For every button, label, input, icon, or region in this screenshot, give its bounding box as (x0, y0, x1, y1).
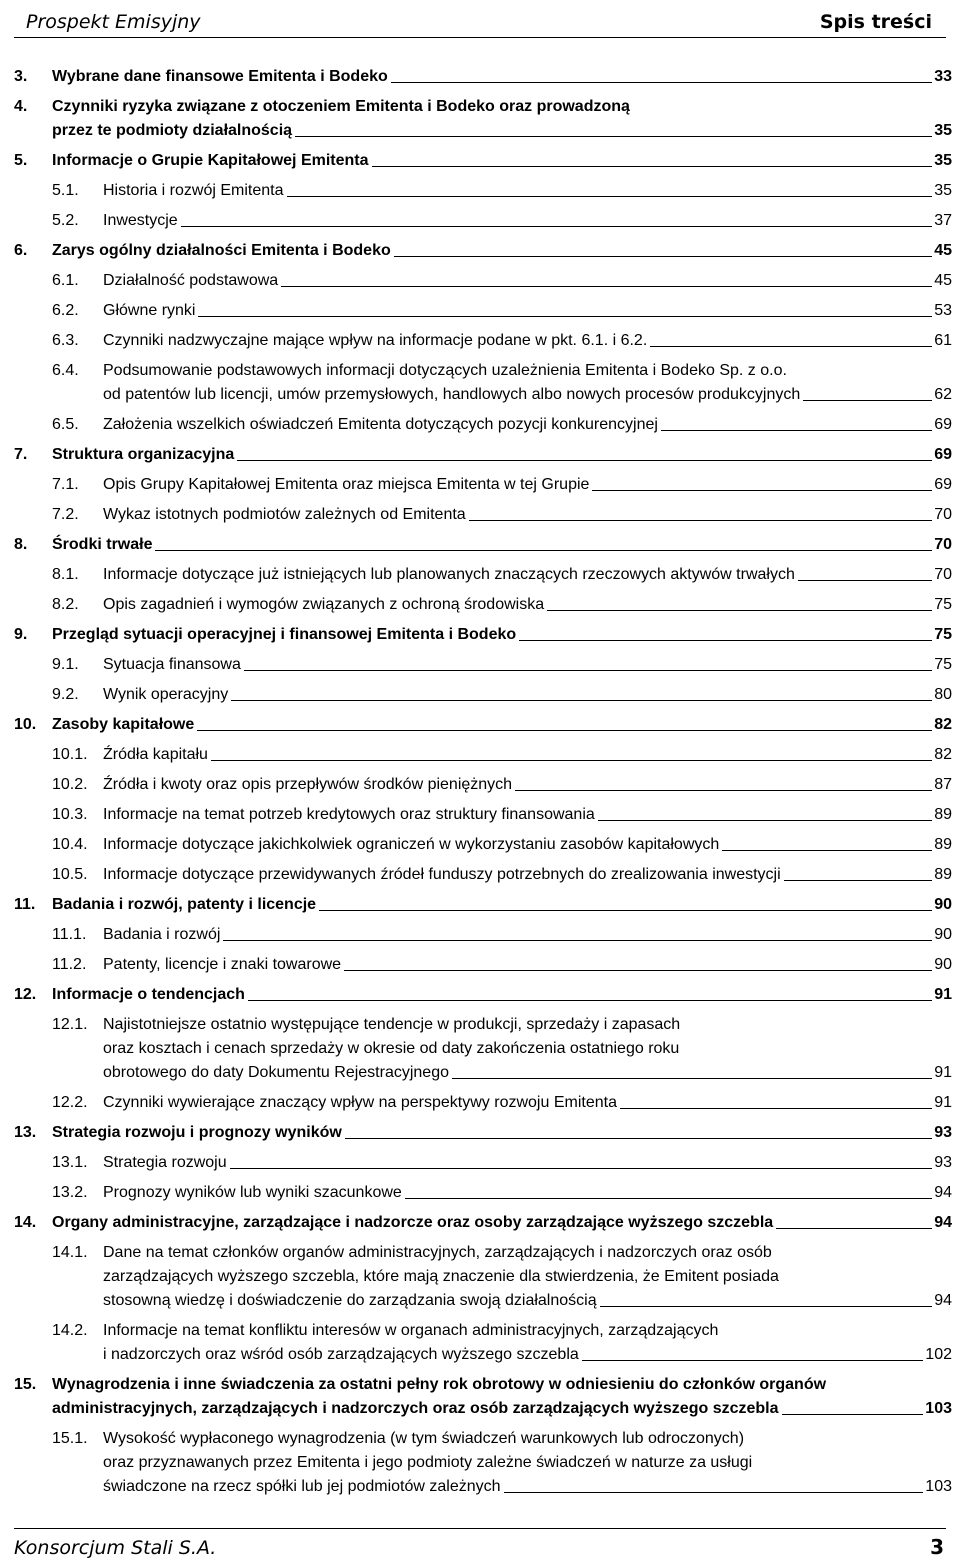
toc-entry-title-line: zarządzających wyższego szczebla, które mają znaczenie dla stwierdzenia, że Emitent posiada (103, 1268, 779, 1285)
toc-leader-line (469, 519, 933, 521)
toc-entry-last-line (52, 1397, 952, 1421)
toc-entry-title-line: Opis zagadnień i wymogów związanych z ochroną środowiska (103, 596, 545, 613)
toc-entry-number: 12.1. (52, 1016, 88, 1033)
toc-entry-last-line (103, 1181, 952, 1205)
toc-entry[interactable] (14, 923, 952, 947)
toc-entry-body (103, 329, 952, 353)
toc-entry-title-line: Informacje o Grupie Kapitałowej Emitenta (52, 152, 369, 169)
toc-entry-body (103, 503, 952, 527)
toc-entry-page: 91 (934, 1064, 952, 1081)
toc-entry-page: 93 (934, 1154, 952, 1171)
toc-entry-title-line: Inwestycje (103, 212, 178, 229)
toc-entry-title-line: Źródła kapitału (103, 746, 208, 763)
toc-leader-line (281, 285, 932, 287)
toc-leader-line (547, 609, 932, 611)
toc-entry-last-line (103, 179, 952, 203)
toc-entry-title-line: Informacje dotyczące już istniejących lub planowanych znaczących rzeczowych aktywów trwałych (103, 566, 795, 583)
toc-entry-title-line: przez te podmioty działalnością (52, 122, 293, 139)
toc-entry-title-line: oraz kosztach i cenach sprzedaży w okresie od daty zakończenia ostatniego roku (103, 1040, 680, 1057)
toc-entry[interactable] (14, 1319, 952, 1367)
toc-entry-last-line (52, 239, 952, 263)
toc-entry-page: 90 (934, 926, 952, 943)
toc-entry-body (52, 893, 952, 917)
toc-entry[interactable] (14, 713, 952, 737)
toc-entry[interactable] (14, 359, 952, 407)
document-title: Prospekt Emisyjny (26, 11, 201, 33)
toc-entry-page: 93 (934, 1124, 952, 1141)
toc-entry-number: 13. (14, 1124, 37, 1141)
toc-entry-last-line (52, 149, 952, 173)
toc-entry-page: 70 (934, 536, 952, 553)
toc-entry[interactable] (14, 803, 952, 827)
toc-leader-line (295, 135, 932, 137)
toc-entry-number: 14. (14, 1214, 37, 1231)
toc-entry[interactable] (14, 329, 952, 353)
toc-entry-last-line (52, 443, 952, 467)
toc-entry-number: 6.4. (52, 362, 79, 379)
toc-entry-page: 90 (934, 956, 952, 973)
toc-leader-line (504, 1491, 924, 1493)
toc-leader-line (197, 729, 932, 731)
toc-entry-body (103, 209, 952, 233)
toc-entry[interactable] (14, 623, 952, 647)
toc-entry-last-line (52, 983, 952, 1007)
toc-leader-line (319, 909, 932, 911)
toc-leader-line (650, 345, 932, 347)
toc-entry[interactable] (14, 443, 952, 467)
toc-leader-line (391, 81, 932, 83)
toc-entry-number: 9.2. (52, 686, 79, 703)
toc-entry-body (103, 473, 952, 497)
toc-entry-number: 13.1. (52, 1154, 88, 1171)
toc-entry-title-line: od patentów lub licencji, umów przemysłowych, handlowych albo nowych procesów produkcyjnych (103, 386, 801, 403)
toc-entry-number: 11.1. (52, 926, 87, 943)
toc-entry-body (103, 1427, 952, 1499)
toc-entry-last-line (103, 473, 952, 497)
toc-entry-title-line: i nadzorczych oraz wśród osób zarządzających wyższego szczebla (103, 1346, 579, 1363)
toc-entry-body (52, 443, 952, 467)
toc-entry-last-line (103, 1289, 952, 1313)
toc-entry-title-line: Wynik operacyjny (103, 686, 229, 703)
toc-entry-number: 6.1. (52, 272, 79, 289)
toc-leader-line (515, 789, 932, 791)
toc-entry-title-line: Najistotniejsze ostatnio występujące tendencje w produkcji, sprzedaży i zapasach (103, 1016, 681, 1033)
toc-entry-body (103, 1241, 952, 1313)
toc-entry-number: 8.1. (52, 566, 79, 583)
toc-entry-number: 14.2. (52, 1322, 88, 1339)
toc-entry[interactable] (14, 983, 952, 1007)
toc-entry-last-line (52, 713, 952, 737)
toc-leader-line (211, 759, 932, 761)
toc-entry-page: 35 (934, 122, 952, 139)
toc-leader-line (248, 999, 932, 1001)
page-number: 3 (930, 1535, 944, 1559)
toc-entry-title-line: Główne rynki (103, 302, 196, 319)
company-name: Konsorcjum Stali S.A. (14, 1537, 217, 1559)
toc-entry-page: 35 (934, 152, 952, 169)
toc-entry-last-line (103, 1475, 952, 1499)
toc-entry[interactable] (14, 209, 952, 233)
toc-entry-number: 10. (14, 716, 37, 733)
toc-leader-line (519, 639, 932, 641)
toc-entry-title-line: Zarys ogólny działalności Emitenta i Bodeko (52, 242, 391, 259)
toc-entry-number: 12. (14, 986, 37, 1003)
toc-leader-line (155, 549, 932, 551)
toc-entry-body (103, 413, 952, 437)
toc-entry-number: 11.2. (52, 956, 87, 973)
toc-entry-last-line (103, 653, 952, 677)
toc-entry-number: 5.1. (52, 182, 79, 199)
toc-entry-title-line: Dane na temat członków organów administracyjnych, zarządzających i nadzorczych oraz osób (103, 1244, 772, 1261)
toc-leader-line (784, 879, 933, 881)
toc-entry-body (52, 623, 952, 647)
toc-entry-number: 10.2. (52, 776, 88, 793)
toc-entry[interactable] (14, 743, 952, 767)
toc-entry-last-line (103, 593, 952, 617)
toc-entry-body (103, 1319, 952, 1367)
toc-entry-last-line (103, 299, 952, 323)
toc-entry-page: 70 (934, 566, 952, 583)
toc-entry-last-line (103, 1061, 952, 1085)
toc-entry-last-line (103, 1091, 952, 1115)
toc-leader-line (198, 315, 932, 317)
toc-entry-title-line: Prognozy wyników lub wyniki szacunkowe (103, 1184, 402, 1201)
toc-entry-number: 9.1. (52, 656, 79, 673)
toc-entry[interactable] (14, 593, 952, 617)
toc-entry-number: 6.5. (52, 416, 79, 433)
toc-entry-page: 45 (934, 242, 952, 259)
toc-entry[interactable] (14, 299, 952, 323)
toc-entry-number: 15.1. (52, 1430, 88, 1447)
toc-entry-page: 37 (934, 212, 952, 229)
toc-entry-body (52, 239, 952, 263)
toc-entry-last-line (103, 923, 952, 947)
toc-entry-title-line: Informacje dotyczące jakichkolwiek ograniczeń w wykorzystaniu zasobów kapitałowych (103, 836, 720, 853)
toc-entry-title-line: Organy administracyjne, zarządzające i nadzorcze oraz osoby zarządzające wyższego szczebla (52, 1214, 774, 1231)
toc-entry-title-line: Działalność podstawowa (103, 272, 279, 289)
toc-entry-last-line (52, 623, 952, 647)
toc-entry-last-line (103, 269, 952, 293)
toc-entry-title-line: obrotowego do daty Dokumentu Rejestracyjnego (103, 1064, 449, 1081)
toc-entry-body (103, 1181, 952, 1205)
toc-entry-title-line: Strategia rozwoju i prognozy wyników (52, 1124, 342, 1141)
toc-entry-title-line: Czynniki ryzyka związane z otoczeniem Emitenta i Bodeko oraz prowadzoną (52, 98, 630, 115)
toc-entry-number: 11. (14, 896, 36, 913)
toc-entry-title-line: Sytuacja finansowa (103, 656, 241, 673)
toc-leader-line (223, 939, 932, 941)
toc-entry[interactable] (14, 683, 952, 707)
toc-entry-body (103, 653, 952, 677)
toc-entry-title-line: administracyjnych, zarządzających i nadzorczych oraz osób zarządzających wyższego szczebla (52, 1400, 779, 1417)
toc-entry-last-line (103, 209, 952, 233)
toc-leader-line (782, 1413, 924, 1415)
toc-entry-number: 5. (14, 152, 28, 169)
toc-entry[interactable] (14, 1013, 952, 1085)
toc-entry-body (103, 773, 952, 797)
toc-entry-page: 87 (934, 776, 952, 793)
toc-entry-page: 75 (934, 626, 952, 643)
toc-entry-page: 82 (934, 746, 952, 763)
toc-entry-body (52, 95, 952, 143)
toc-entry-page: 90 (934, 896, 952, 913)
toc-entry-last-line (52, 1211, 952, 1235)
toc-entry[interactable] (14, 533, 952, 557)
toc-entry-title-line: Wynagrodzenia i inne świadczenia za ostatni pełny rok obrotowy w odniesieniu do członków organów (52, 1376, 827, 1393)
toc-entry-page: 33 (934, 68, 952, 85)
toc-leader-line (244, 669, 932, 671)
toc-entry-body (52, 983, 952, 1007)
toc-leader-line (598, 819, 932, 821)
toc-entry[interactable] (14, 833, 952, 857)
toc-entry-number: 10.5. (52, 866, 88, 883)
toc-entry-title-line: Informacje o tendencjach (52, 986, 245, 1003)
toc-entry-body (52, 713, 952, 737)
toc-entry-body (52, 1373, 952, 1421)
toc-entry-number: 4. (14, 98, 28, 115)
toc-entry-body (103, 563, 952, 587)
toc-entry-body (52, 1121, 952, 1145)
toc-entry-last-line (52, 533, 952, 557)
toc-entry[interactable] (14, 1241, 952, 1313)
toc-entry-body (52, 533, 952, 557)
toc-entry[interactable] (14, 149, 952, 173)
toc-entry[interactable] (14, 563, 952, 587)
toc-entry[interactable] (14, 863, 952, 887)
toc-entry-number: 7.1. (52, 476, 79, 493)
toc-entry-last-line (52, 1121, 952, 1145)
toc-entry[interactable] (14, 1211, 952, 1235)
toc-entry[interactable] (14, 1373, 952, 1421)
toc-entry-page: 45 (934, 272, 952, 289)
toc-entry-last-line (103, 1151, 952, 1175)
toc-leader-line (237, 459, 932, 461)
toc-entry[interactable] (14, 179, 952, 203)
toc-leader-line (661, 429, 932, 431)
toc-entry-body (52, 1211, 952, 1235)
toc-entry-last-line (103, 743, 952, 767)
page-footer (14, 1528, 946, 1565)
section-title: Spis treści (819, 11, 932, 33)
toc-entry-page: 35 (934, 182, 952, 199)
toc-entry-page: 75 (934, 596, 952, 613)
toc-entry-number: 14.1. (52, 1244, 88, 1261)
toc-entry-number: 10.1. (52, 746, 88, 763)
toc-entry-number: 6. (14, 242, 28, 259)
toc-entry[interactable] (14, 1091, 952, 1115)
toc-entry-title-line: Informacje dotyczące przewidywanych źródeł funduszy potrzebnych do zrealizowania inwestycji (103, 866, 781, 883)
toc-entry-body (103, 863, 952, 887)
toc-entry-number: 9. (14, 626, 28, 643)
toc-leader-line (600, 1305, 933, 1307)
toc-entry[interactable] (14, 473, 952, 497)
toc-entry-body (103, 953, 952, 977)
toc-entry-last-line (103, 773, 952, 797)
toc-leader-line (394, 255, 932, 257)
toc-entry-last-line (103, 683, 952, 707)
toc-entry-page: 69 (934, 476, 952, 493)
toc-entry[interactable] (14, 413, 952, 437)
toc-entry-title-line: Opis Grupy Kapitałowej Emitenta oraz miejsca Emitenta w tej Grupie (103, 476, 590, 493)
toc-entry-page: 89 (934, 806, 952, 823)
toc-entry-last-line (52, 65, 952, 89)
toc-entry[interactable] (14, 503, 952, 527)
toc-entry-title-line: Strategia rozwoju (103, 1154, 227, 1171)
toc-entry-number: 15. (14, 1376, 37, 1393)
page-header (14, 3, 946, 38)
toc-entry[interactable] (14, 1427, 952, 1499)
toc-entry-number: 13.2. (52, 1184, 88, 1201)
toc-entry-page: 94 (934, 1184, 952, 1201)
toc-leader-line (345, 1137, 932, 1139)
toc-entry-number: 10.4. (52, 836, 88, 853)
toc-leader-line (405, 1197, 932, 1199)
toc-entry-number: 7. (14, 446, 28, 463)
toc-entry-number: 3. (14, 68, 28, 85)
toc-leader-line (798, 579, 932, 581)
toc-entry-page: 94 (934, 1292, 952, 1309)
toc-leader-line (803, 399, 932, 401)
toc-entry-page: 94 (934, 1214, 952, 1231)
toc-entry-last-line (103, 503, 952, 527)
toc-entry-last-line (103, 563, 952, 587)
toc-entry-body (52, 149, 952, 173)
toc-leader-line (181, 225, 933, 227)
toc-entry-title-line: Przegląd sytuacji operacyjnej i finansowej Emitenta i Bodeko (52, 626, 517, 643)
toc-entry-title-line: Wykaz istotnych podmiotów zależnych od Emitenta (103, 506, 466, 523)
toc-entry-page: 69 (934, 416, 952, 433)
toc-leader-line (452, 1077, 932, 1079)
toc-entry-page: 103 (925, 1400, 952, 1417)
toc-entry-body (103, 269, 952, 293)
toc-leader-line (344, 969, 932, 971)
toc-entry-last-line (52, 119, 952, 143)
toc-entry-last-line (103, 329, 952, 353)
toc-entry-last-line (103, 953, 952, 977)
toc-entry-page: 103 (925, 1478, 952, 1495)
toc-leader-line (230, 1167, 933, 1169)
toc-entry-last-line (52, 893, 952, 917)
toc-entry-title-line: Podsumowanie podstawowych informacji dotyczących uzależnienia Emitenta i Bodeko Sp. z o.o. (103, 362, 787, 379)
toc-entry-page: 89 (934, 836, 952, 853)
toc-entry-body (103, 803, 952, 827)
toc-entry-title-line: Patenty, licencje i znaki towarowe (103, 956, 342, 973)
toc-entry-title-line: Badania i rozwój (103, 926, 221, 943)
toc-entry-page: 91 (934, 986, 952, 1003)
toc-entry-title-line: Źródła i kwoty oraz opis przepływów środków pieniężnych (103, 776, 513, 793)
toc-entry-number: 10.3. (52, 806, 88, 823)
toc-entry-last-line (103, 863, 952, 887)
toc-entry-number: 6.2. (52, 302, 79, 319)
toc-entry-page: 82 (934, 716, 952, 733)
toc-entry[interactable] (14, 65, 952, 89)
toc-entry-last-line (103, 1343, 952, 1367)
toc-leader-line (582, 1359, 924, 1361)
toc-entry-last-line (103, 833, 952, 857)
toc-entry-title-line: oraz przyznawanych przez Emitenta i jego podmioty zależne świadczeń w naturze za usługi (103, 1454, 753, 1471)
toc-entry-body (103, 1091, 952, 1115)
toc-entry-page: 102 (925, 1346, 952, 1363)
toc-entry-page: 80 (934, 686, 952, 703)
toc-entry[interactable] (14, 653, 952, 677)
toc-entry-page: 53 (934, 302, 952, 319)
toc-entry[interactable] (14, 1181, 952, 1205)
toc-entry-number: 5.2. (52, 212, 79, 229)
toc-entry-title-line: Środki trwałe (52, 536, 153, 553)
toc-entry-title-line: Informacje na temat konfliktu interesów w organach administracyjnych, zarządzających (103, 1322, 719, 1339)
toc-entry-page: 89 (934, 866, 952, 883)
toc-entry-title-line: Wysokość wypłaconego wynagrodzenia (w tym świadczeń warunkowych lub odroczonych) (103, 1430, 745, 1447)
toc-entry[interactable] (14, 269, 952, 293)
toc-leader-line (592, 489, 932, 491)
toc-entry[interactable] (14, 893, 952, 917)
toc-entry-page: 70 (934, 506, 952, 523)
toc-entry-number: 12.2. (52, 1094, 88, 1111)
toc-entry-title-line: Czynniki nadzwyczajne mające wpływ na informacje podane w pkt. 6.1. i 6.2. (103, 332, 648, 349)
toc-leader-line (722, 849, 932, 851)
toc-entry-body (103, 179, 952, 203)
toc-entry-body (103, 1151, 952, 1175)
toc-entry-title-line: Założenia wszelkich oświadczeń Emitenta dotyczących pozycji konkurencyjnej (103, 416, 658, 433)
toc-entry[interactable] (14, 239, 952, 263)
toc-entry[interactable] (14, 95, 952, 143)
toc-leader-line (776, 1227, 932, 1229)
toc-entry[interactable] (14, 953, 952, 977)
toc-entry-page: 91 (934, 1094, 952, 1111)
toc-leader-line (287, 195, 933, 197)
toc-entry-title-line: Informacje na temat potrzeb kredytowych oraz struktury finansowania (103, 806, 595, 823)
toc-entry-body (103, 299, 952, 323)
toc-entry-body (103, 593, 952, 617)
toc-entry-last-line (103, 803, 952, 827)
toc-entry-title-line: Zasoby kapitałowe (52, 716, 195, 733)
toc-entry-page: 75 (934, 656, 952, 673)
toc-entry-body (103, 923, 952, 947)
toc-leader-line (620, 1107, 932, 1109)
toc-entry-page: 62 (934, 386, 952, 403)
toc-entry-body (103, 683, 952, 707)
toc-entry-last-line (103, 383, 952, 407)
toc-entry-number: 8. (14, 536, 28, 553)
toc-entry-page: 61 (934, 332, 952, 349)
toc-entry-title-line: Struktura organizacyjna (52, 446, 235, 463)
toc-entry-body (103, 1013, 952, 1085)
toc-entry-number: 8.2. (52, 596, 79, 613)
toc-entry-number: 6.3. (52, 332, 79, 349)
toc-entry[interactable] (14, 1121, 952, 1145)
toc-entry[interactable] (14, 773, 952, 797)
toc-entry-title-line: Historia i rozwój Emitenta (103, 182, 284, 199)
toc-leader-line (231, 699, 932, 701)
toc-entry-body (103, 359, 952, 407)
toc-entry-title-line: świadczone na rzecz spółki lub jej podmiotów zależnych (103, 1478, 501, 1495)
toc-entry-body (103, 833, 952, 857)
toc-entry-last-line (103, 413, 952, 437)
toc-entry-number: 7.2. (52, 506, 79, 523)
toc-entry-body (52, 65, 952, 89)
toc-entry-title-line: Badania i rozwój, patenty i licencje (52, 896, 317, 913)
toc-leader-line (372, 165, 933, 167)
toc-entry-title-line: stosowną wiedzę i doświadczenie do zarządzania swoją działalnością (103, 1292, 597, 1309)
toc-entry-title-line: Czynniki wywierające znaczący wpływ na perspektywy rozwoju Emitenta (103, 1094, 617, 1111)
toc-entry-title-line: Wybrane dane finansowe Emitenta i Bodeko (52, 68, 388, 85)
toc-entry-page: 69 (934, 446, 952, 463)
toc-entry[interactable] (14, 1151, 952, 1175)
toc-entry-body (103, 743, 952, 767)
